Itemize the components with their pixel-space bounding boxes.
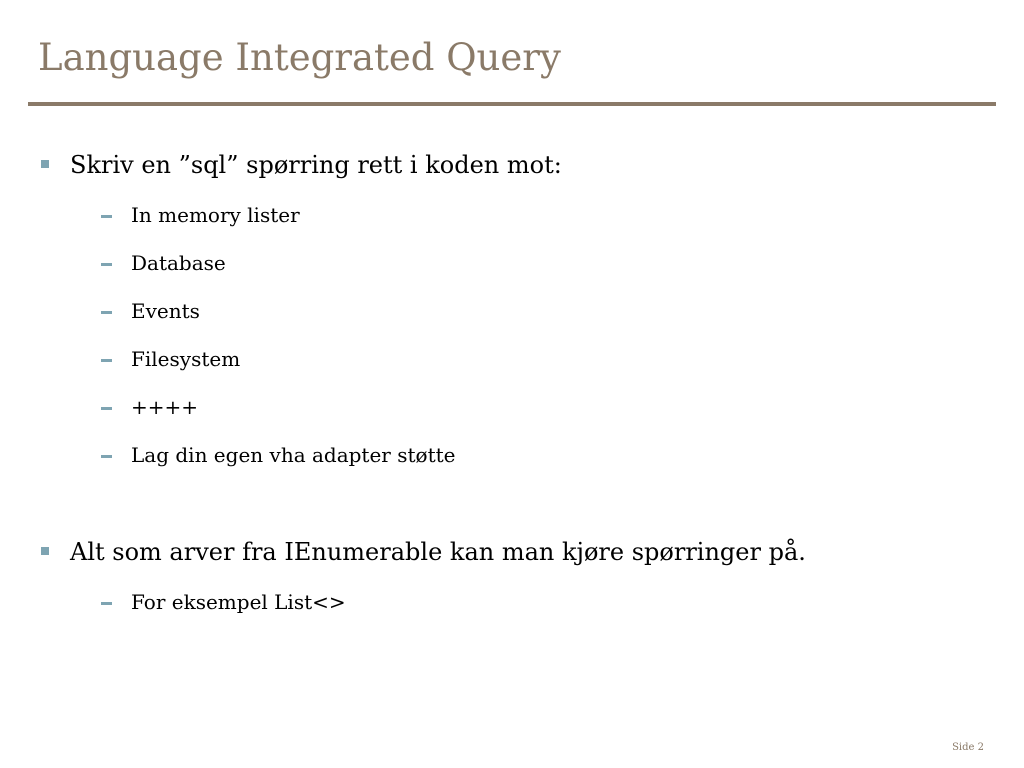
dash-bullet-icon bbox=[101, 263, 112, 266]
square-bullet-icon bbox=[41, 160, 49, 168]
bullet-text: Alt som arver fra IEnumerable kan man kjøre spørringer på. bbox=[70, 538, 806, 566]
sub-bullet-item bbox=[0, 440, 1000, 470]
sub-bullet-item bbox=[0, 248, 1000, 278]
bullet-text: Skriv en ”sql” spørring rett i koden mot: bbox=[70, 151, 562, 179]
square-bullet-icon bbox=[41, 547, 49, 555]
bullet-item bbox=[0, 148, 1000, 182]
dash-bullet-icon bbox=[101, 215, 112, 218]
bullet-item bbox=[0, 535, 1000, 569]
sub-bullet-text: ++++ bbox=[131, 395, 199, 419]
sub-bullet-item bbox=[0, 200, 1000, 230]
dash-bullet-icon bbox=[101, 311, 112, 314]
page-number: Side 2 bbox=[952, 742, 984, 753]
sub-bullet-item bbox=[0, 296, 1000, 326]
sub-bullet-item bbox=[0, 587, 1000, 617]
dash-bullet-icon bbox=[101, 407, 112, 410]
dash-bullet-icon bbox=[101, 359, 112, 362]
sub-bullet-item bbox=[0, 344, 1000, 374]
sub-bullet-text: Lag din egen vha adapter støtte bbox=[131, 443, 456, 467]
sub-bullet-item bbox=[0, 392, 1000, 422]
sub-bullet-text: Database bbox=[131, 251, 226, 275]
sub-bullet-text: For eksempel List<> bbox=[131, 590, 346, 614]
sub-bullet-text: Events bbox=[131, 299, 200, 323]
slide-title: Language Integrated Query bbox=[38, 36, 561, 79]
dash-bullet-icon bbox=[101, 455, 112, 458]
sub-bullet-text: In memory lister bbox=[131, 203, 300, 227]
sub-bullet-text: Filesystem bbox=[131, 347, 241, 371]
dash-bullet-icon bbox=[101, 602, 112, 605]
